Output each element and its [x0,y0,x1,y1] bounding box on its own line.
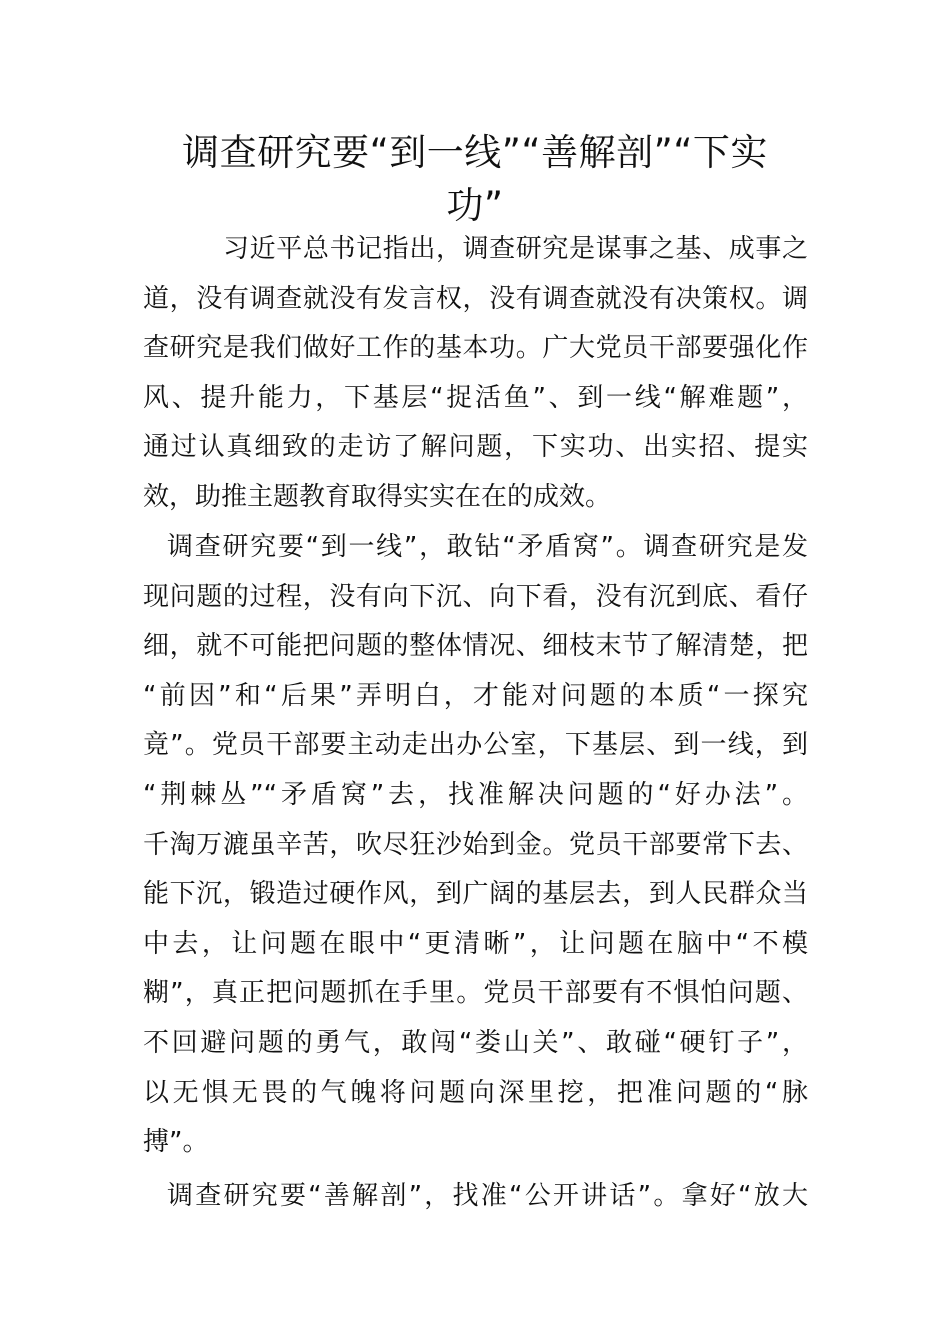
text-line: 糊”，真正把问题抓在手里。党员干部要有不惧怕问题、 [143,978,808,1009]
paragraph-2 [143,523,808,1168]
text-line: 现问题的过程，没有向下沉、向下看，没有沉到底、看仔 [143,581,808,612]
text-line: 习近平总书记指出，调查研究是谋事之基、成事之 [223,234,808,264]
text-line: 以无惧无畏的气魄将问题向深里挖，把准问题的“脉 [143,1077,808,1108]
paragraph-3 [143,1172,808,1222]
text-line: 细，就不可能把问题的整体情况、细枝末节了解清楚，把 [143,631,808,662]
paragraph-1 [143,225,808,523]
text-line: 能下沉，锻造过硬作风，到广阔的基层去，到人民群众当 [143,879,808,910]
text-line: 通过认真细致的走访了解问题，下实功、出实招、提实 [143,432,808,463]
title-line: 调查研究要“到一线”“善解剖”“下实 [182,131,768,174]
text-line: 调查研究要“到一线”，敢钻“矛盾窝”。调查研究是发 [167,532,808,562]
text-line: 搏”。 [143,1127,209,1158]
text-line: “前因”和“后果”弄明白，才能对问题的本质“一探究 [143,680,808,711]
text-line: 竟”。党员干部要主动走出办公室，下基层、到一线，到 [143,730,808,761]
text-line: 风、提升能力，下基层“捉活鱼”、到一线“解难题”， [143,382,808,413]
document-title [140,126,810,232]
text-line: 查研究是我们做好工作的基本功。广大党员干部要强化作 [143,333,808,364]
text-line: 效，助推主题教育取得实实在在的成效。 [143,481,612,512]
text-line: 中去，让问题在眼中“更清晰”，让问题在脑中“不模 [143,928,808,959]
text-line: 千淘万漉虽辛苦，吹尽狂沙始到金。党员干部要常下去、 [143,829,808,860]
text-line: 不回避问题的勇气，敢闯“娄山关”、敢碰“硬钉子”， [143,1027,808,1058]
text-line: “荆棘丛”“矛盾窝”去，找准解决问题的“好办法”。 [143,779,808,810]
text-line: 道，没有调查就没有发言权，没有调查就没有决策权。调 [143,283,808,314]
title-line: 功” [446,184,504,227]
text-line: 调查研究要“善解剖”，找准“公开讲话”。拿好“放大 [167,1181,808,1211]
